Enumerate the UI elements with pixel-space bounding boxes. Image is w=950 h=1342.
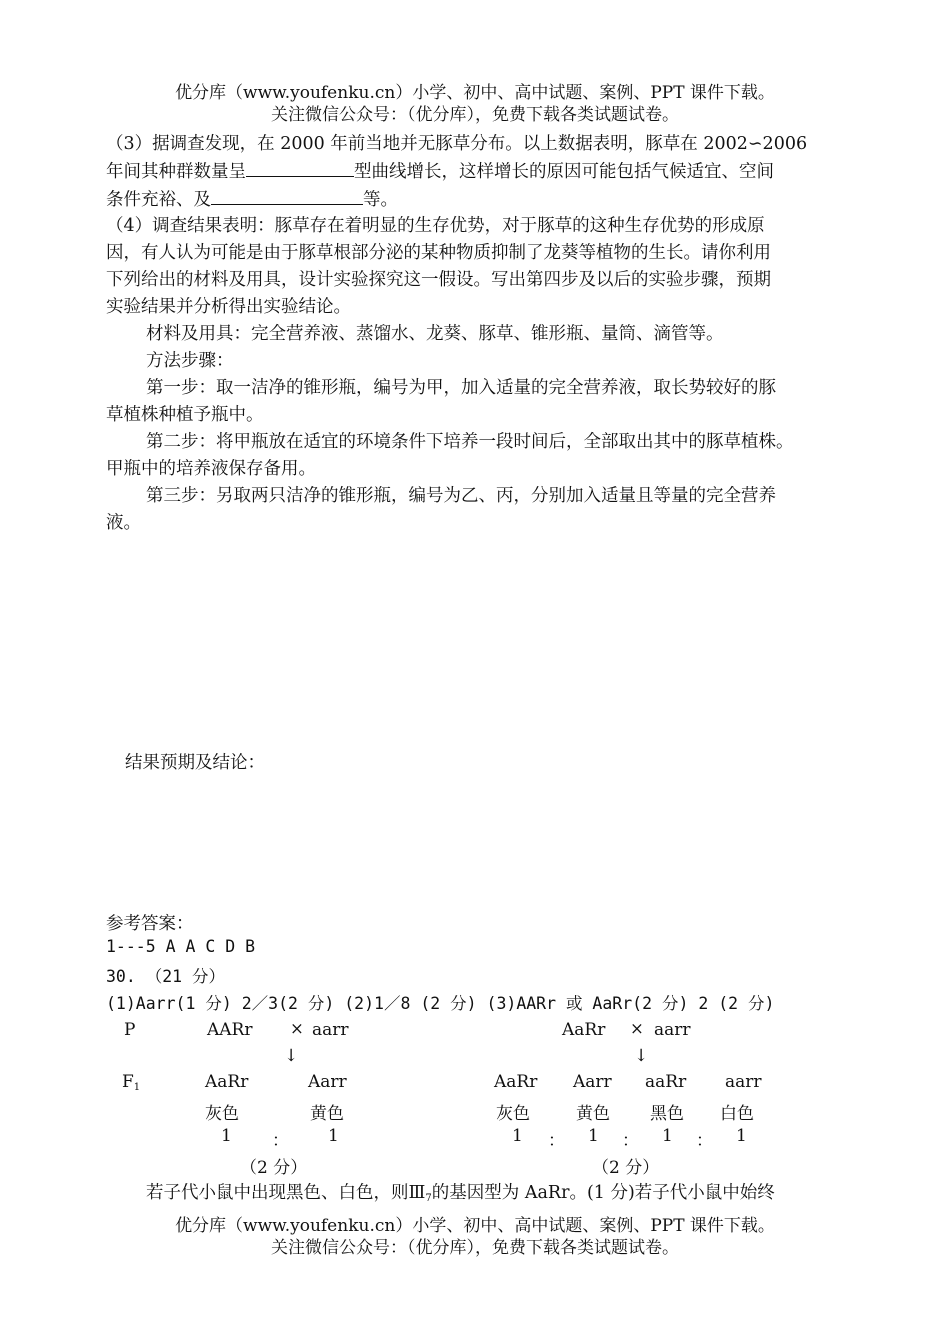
step-1-line-a: 第一步：取一洁净的锥形瓶，编号为甲，加入适量的完全营养液，取长势较好的豚 — [146, 378, 776, 398]
q3-line-2-pre: 年间其种群数量呈 — [106, 162, 246, 182]
result-prediction-label: 结果预期及结论： — [125, 753, 265, 773]
answer-blank-curve-type[interactable] — [246, 158, 354, 177]
step-2-line-b: 甲瓶中的培养液保存备用。 — [106, 459, 316, 479]
final-answer-line: 若子代小鼠中出现黑色、白色，则$Ⅲ_7$的基因型为 AaRr。(1 分)若子代小鼠中始终 — [146, 1183, 775, 1204]
right-f1-genotype-2: Aarr — [573, 1072, 612, 1092]
q30-answer-line: (1)Aarr(1 分) 2／3(2 分) (2)1／8 (2 分) (3)AARr 或 AaRr(2 分) 2 (2 分) — [106, 994, 775, 1013]
right-parent-2: aarr — [654, 1020, 691, 1040]
q3-line-1: （3）据调查发现，在 2000 年前当地并无豚草分布。以上数据表明，豚草在 2002∽2006 — [106, 134, 808, 154]
right-f1-genotype-4: aarr — [725, 1072, 762, 1092]
left-ratio-sep: ： — [272, 1131, 289, 1151]
right-f1-color-2: 黄色 — [576, 1104, 610, 1124]
f1-generation-label: $F_1$ — [122, 1072, 141, 1093]
right-f1-color-4: 白色 — [720, 1104, 754, 1124]
right-ratio-sep-3: ： — [696, 1131, 713, 1151]
right-cross-sign: × — [630, 1019, 644, 1038]
q3-line-3-pre: 条件充裕、及 — [106, 190, 211, 210]
left-score: （2 分） — [240, 1158, 308, 1178]
q4-line-1: （4）调查结果表明：豚草存在着明显的生存优势，对于豚草的这种生存优势的形成原 — [106, 216, 765, 236]
mc-answers: 1---5 A A C D B — [106, 937, 256, 956]
step-2-line-a: 第二步：将甲瓶放在适宜的环境条件下培养一段时间后，全部取出其中的豚草植株。 — [146, 432, 794, 452]
footer-line-2: 关注微信公众号：（优分库），免费下载各类试题试卷。 — [271, 1238, 679, 1258]
left-f1-color-1: 灰色 — [205, 1104, 239, 1124]
right-parent-1: AaRr — [562, 1020, 606, 1040]
right-f1-color-1: 灰色 — [496, 1104, 530, 1124]
right-ratio-1: 1 — [512, 1126, 523, 1146]
right-ratio-sep-1: ： — [548, 1131, 565, 1151]
header-line-1: 优分库（www.youfenku.cn）小学、初中、高中试题、案例、PPT 课件下载。 — [175, 83, 775, 103]
q4-line-2: 因，有人认为可能是由于豚草根部分泌的某种物质抑制了龙葵等植物的生长。请你利用 — [106, 243, 771, 263]
q4-line-4: 实验结果并分析得出实验结论。 — [106, 297, 351, 317]
q4-line-3: 下列给出的材料及用具，设计实验探究这一假设。写出第四步及以后的实验步骤，预期 — [106, 270, 771, 290]
q3-line-3-post: 等。 — [363, 190, 398, 210]
left-f1-color-2: 黄色 — [310, 1104, 344, 1124]
p-generation-label: P — [124, 1020, 136, 1040]
left-arrow-icon: ↓ — [284, 1046, 299, 1066]
right-ratio-4: 1 — [736, 1126, 747, 1146]
right-score: （2 分） — [592, 1158, 660, 1178]
method-heading: 方法步骤： — [146, 351, 234, 371]
q30-heading: 30. （21 分） — [106, 967, 226, 986]
answers-title: 参考答案： — [106, 914, 194, 934]
header-line-2: 关注微信公众号：（优分库），免费下载各类试题试卷。 — [271, 105, 679, 125]
right-ratio-2: 1 — [588, 1126, 599, 1146]
right-f1-genotype-1: AaRr — [494, 1072, 538, 1092]
q3-line-2 — [106, 158, 774, 183]
answer-blank-reason[interactable] — [211, 186, 363, 205]
step-1-line-b: 草植株种植予瓶中。 — [106, 405, 264, 425]
materials: 材料及用具：完全营养液、蒸馏水、龙葵、豚草、锥形瓶、量筒、滴管等。 — [146, 324, 724, 344]
right-f1-color-3: 黑色 — [650, 1104, 684, 1124]
right-f1-genotype-3: aaRr — [645, 1072, 687, 1092]
right-arrow-icon: ↓ — [634, 1046, 649, 1066]
left-parent-2: aarr — [312, 1020, 349, 1040]
left-parent-1: AARr — [207, 1020, 253, 1040]
right-ratio-3: 1 — [662, 1126, 673, 1146]
right-ratio-sep-2: ： — [622, 1131, 639, 1151]
left-f1-genotype-1: AaRr — [205, 1072, 249, 1092]
step-3-line-b: 液。 — [106, 513, 141, 533]
left-ratio-2: 1 — [328, 1126, 339, 1146]
step-3-line-a: 第三步：另取两只洁净的锥形瓶，编号为乙、丙，分别加入适量且等量的完全营养 — [146, 486, 776, 506]
left-cross-sign: × — [290, 1019, 304, 1038]
q3-line-3 — [106, 186, 398, 211]
q3-line-2-post: 型曲线增长，这样增长的原因可能包括气候适宜、空间 — [354, 162, 774, 182]
left-ratio-1: 1 — [221, 1126, 232, 1146]
left-f1-genotype-2: Aarr — [308, 1072, 347, 1092]
footer-line-1: 优分库（www.youfenku.cn）小学、初中、高中试题、案例、PPT 课件下载。 — [175, 1216, 775, 1236]
